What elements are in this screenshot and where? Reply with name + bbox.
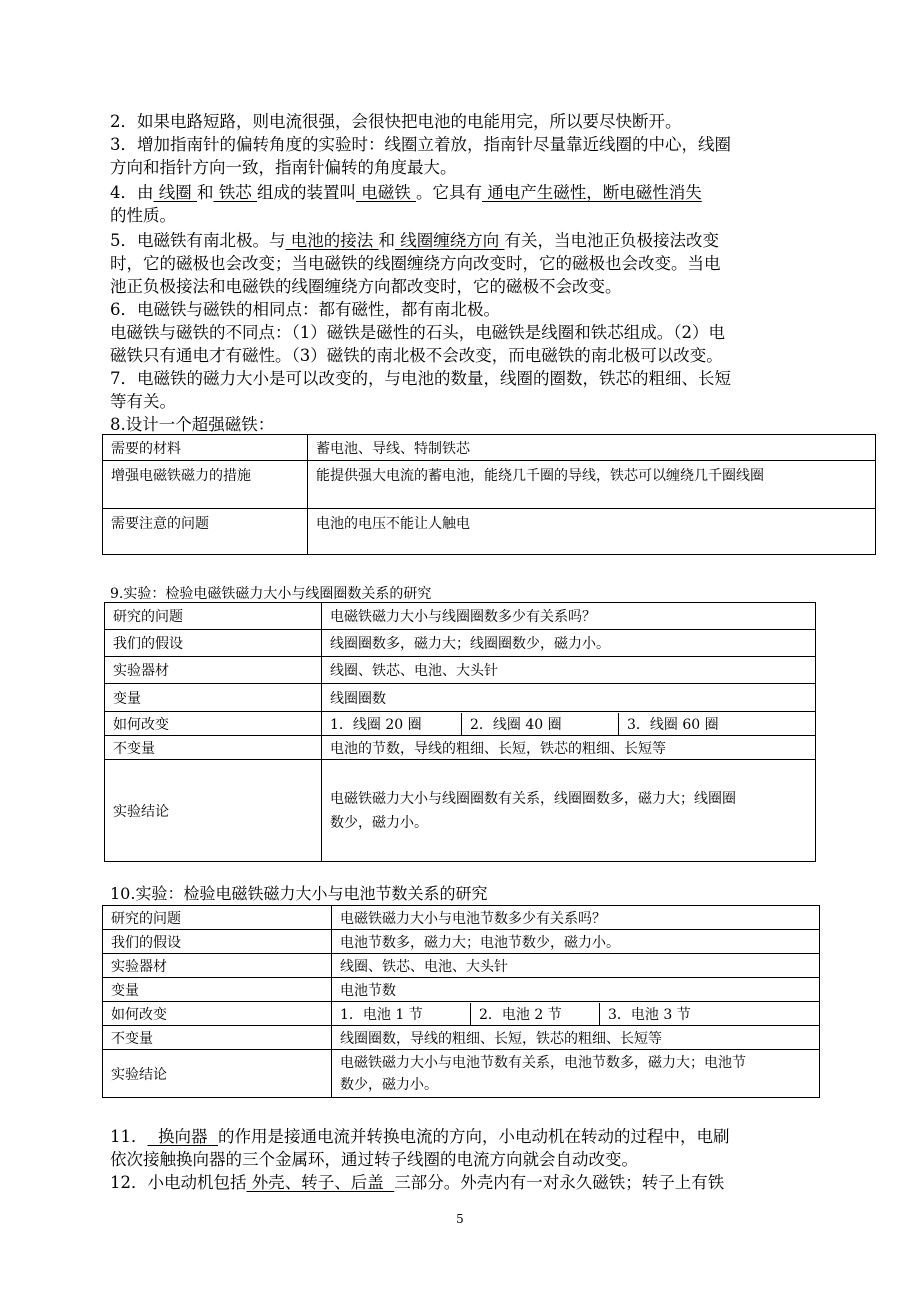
experiment-10-table bbox=[102, 905, 820, 1098]
table-row bbox=[103, 906, 820, 930]
table-label-cell: 研究的问题 bbox=[105, 603, 322, 630]
conclusion-line: 数少，磁力小。 bbox=[330, 814, 428, 831]
experiment-10-caption: 10.实验：检验电磁铁磁力大小与电池节数关系的研究 bbox=[110, 884, 488, 903]
table-value-cell bbox=[332, 1050, 820, 1098]
fill-blank: 换向器 bbox=[147, 1127, 218, 1146]
text: 和 bbox=[378, 231, 395, 250]
table-value-cell bbox=[322, 712, 816, 736]
table-row bbox=[105, 684, 816, 712]
table-value-cell: 线圈、铁芯、电池、大头针 bbox=[332, 954, 820, 978]
table-label-cell: 如何改变 bbox=[105, 712, 322, 736]
conclusion-line: 电磁铁磁力大小与电池节数有关系，电池节数多，磁力大；电池节 bbox=[340, 1054, 746, 1071]
table-row bbox=[103, 461, 876, 509]
text: 组成的装置叫 bbox=[257, 183, 356, 202]
text: 4．由 bbox=[110, 183, 154, 202]
table-label-cell: 不变量 bbox=[103, 1026, 332, 1050]
conclusion-line: 电磁铁磁力大小与线圈圈数有关系，线圈圈数多，磁力大；线圈圈 bbox=[330, 790, 736, 807]
table-value-cell: 蓄电池、导线、特制铁芯 bbox=[308, 435, 876, 461]
table-value-cell: 能提供强大电流的蓄电池，能绕几千圈的导线，铁芯可以缠绕几千圈线圈 bbox=[308, 461, 876, 509]
conclusion-line: 数少，磁力小。 bbox=[340, 1076, 438, 1093]
table-value-cell: 线圈圈数，导线的粗细、长短，铁芯的粗细、长短等 bbox=[332, 1026, 820, 1050]
fill-blank: 外壳、转子、后盖 bbox=[246, 1173, 395, 1192]
page-number: 5 bbox=[456, 1212, 464, 1226]
paragraph-6-line1: 6．电磁铁与磁铁的相同点：都有磁性，都有南北极。 bbox=[110, 300, 500, 319]
table-row bbox=[105, 603, 816, 630]
table-label-cell: 不变量 bbox=[105, 736, 322, 760]
text: 和 bbox=[197, 183, 214, 202]
paragraph-11-line1 bbox=[110, 1125, 812, 1148]
change-option: 3．线圈 60 圈 bbox=[627, 716, 719, 733]
text: 11． bbox=[110, 1127, 148, 1146]
fill-blank: 线圈缠绕方向 bbox=[395, 231, 505, 250]
design-magnet-table bbox=[102, 434, 876, 555]
table-row bbox=[103, 1050, 820, 1098]
paragraph-7-line2: 等有关。 bbox=[110, 392, 176, 411]
paragraph-12-line1 bbox=[110, 1171, 812, 1194]
table-label-cell: 变量 bbox=[105, 684, 322, 712]
fill-blank: 线圈 bbox=[153, 183, 197, 202]
paragraph-3-line1: 3．增加指南针的偏转角度的实验时：线圈立着放，指南针尽量靠近线圈的中心，线圈 bbox=[110, 135, 731, 154]
table-label-cell: 实验结论 bbox=[103, 1050, 332, 1098]
table-row bbox=[105, 712, 816, 736]
paragraph-5-line1 bbox=[110, 229, 812, 252]
paragraph-11-line2: 依次接触换向器的三个金属环，通过转子线圈的电流方向就会自动改变。 bbox=[110, 1150, 638, 1169]
table-value-cell: 线圈圈数 bbox=[322, 684, 816, 712]
paragraph-5-line2: 时，它的磁极也会改变；当电磁铁的线圈缠绕方向改变时，它的磁极也会改变。当电 bbox=[110, 254, 721, 273]
paragraph-6-line2: 电磁铁与磁铁的不同点：（1）磁铁是磁性的石头，电磁铁是线圈和铁芯组成。（2）电 bbox=[110, 323, 725, 342]
change-option: 1．线圈 20 圈 bbox=[322, 713, 462, 735]
table-value-cell bbox=[332, 1002, 820, 1026]
table-row bbox=[105, 630, 816, 657]
table-row bbox=[103, 509, 876, 555]
fill-blank: 电池的接法 bbox=[285, 231, 379, 250]
table-row bbox=[103, 954, 820, 978]
change-option: 3．电池 3 节 bbox=[608, 1006, 691, 1023]
text: 三部分。外壳内有一对永久磁铁；转子上有铁 bbox=[394, 1173, 725, 1192]
table-label-cell: 实验器材 bbox=[105, 657, 322, 684]
paragraph-5-line3: 池正负极接法和电磁铁的线圈缠绕方向都改变时，它的磁极不会改变。 bbox=[110, 277, 622, 296]
paragraph-7-line1: 7．电磁铁的磁力大小是可以改变的，与电池的数量，线圈的圈数，铁芯的粗细、长短 bbox=[110, 369, 731, 388]
table-label-cell: 我们的假设 bbox=[105, 630, 322, 657]
table-label-cell: 需要注意的问题 bbox=[103, 509, 308, 555]
change-option: 1．电池 1 节 bbox=[332, 1003, 471, 1025]
table-value-cell bbox=[322, 760, 816, 862]
text: 。它具有 bbox=[416, 183, 482, 202]
table-value-cell: 电池的电压不能让人触电 bbox=[308, 509, 876, 555]
table-value-cell: 电池节数 bbox=[332, 978, 820, 1002]
table-row bbox=[103, 978, 820, 1002]
table-label-cell: 实验器材 bbox=[103, 954, 332, 978]
table-row bbox=[103, 1002, 820, 1026]
text: 有关，当电池正负极接法改变 bbox=[504, 231, 719, 250]
table-row bbox=[105, 736, 816, 760]
paragraph-8: 8.设计一个超强磁铁： bbox=[110, 415, 275, 434]
table-value-cell: 线圈、铁芯、电池、大头针 bbox=[322, 657, 816, 684]
table-row bbox=[105, 760, 816, 862]
change-option: 2．线圈 40 圈 bbox=[462, 713, 619, 735]
table-row bbox=[103, 435, 876, 461]
table-label-cell: 如何改变 bbox=[103, 1002, 332, 1026]
fill-blank: 电磁铁 bbox=[356, 183, 416, 202]
changes-subtable bbox=[332, 1003, 819, 1025]
table-label-cell: 变量 bbox=[103, 978, 332, 1002]
paragraph-3-line2: 方向和指针方向一致，指南针偏转的角度最大。 bbox=[110, 158, 457, 177]
text: 的作用是接通电流并转换电流的方向，小电动机在转动的过程中，电刷 bbox=[217, 1127, 730, 1146]
table-row bbox=[105, 657, 816, 684]
paragraph-2: 2．如果电路短路，则电流很强，会很快把电池的电能用完，所以要尽快断开。 bbox=[110, 112, 682, 131]
table-label-cell: 增强电磁铁磁力的措施 bbox=[103, 461, 308, 509]
text: 5．电磁铁有南北极。与 bbox=[110, 231, 286, 250]
experiment-9-table bbox=[104, 602, 816, 862]
fill-blank: 铁芯 bbox=[213, 183, 257, 202]
table-value-cell: 线圈圈数多，磁力大；线圈圈数少，磁力小。 bbox=[322, 630, 816, 657]
table-value-cell: 电池节数多，磁力大；电池节数少，磁力小。 bbox=[332, 930, 820, 954]
text: 12．小电动机包括 bbox=[110, 1173, 247, 1192]
paragraph-4-line2: 的性质。 bbox=[110, 206, 176, 225]
fill-blank: 通电产生磁性，断电磁性消失 bbox=[482, 183, 702, 202]
table-row bbox=[103, 930, 820, 954]
table-value-cell: 电池的节数，导线的粗细、长短，铁芯的粗细、长短等 bbox=[322, 736, 816, 760]
table-value-cell: 电磁铁磁力大小与线圈圈数多少有关系吗？ bbox=[322, 603, 816, 630]
table-row bbox=[103, 1026, 820, 1050]
experiment-9-caption: 9.实验：检验电磁铁磁力大小与线圈圈数关系的研究 bbox=[110, 586, 432, 602]
table-value-cell: 电磁铁磁力大小与电池节数多少有关系吗？ bbox=[332, 906, 820, 930]
table-label-cell: 需要的材料 bbox=[103, 435, 308, 461]
table-label-cell: 实验结论 bbox=[105, 760, 322, 862]
paragraph-4-line1 bbox=[110, 181, 812, 204]
table-label-cell: 我们的假设 bbox=[103, 930, 332, 954]
changes-subtable bbox=[322, 713, 815, 735]
paragraph-6-line3: 磁铁只有通电才有磁性。（3）磁铁的南北极不会改变，而电磁铁的南北极可以改变。 bbox=[110, 346, 723, 365]
change-option: 2．电池 2 节 bbox=[471, 1003, 600, 1025]
table-label-cell: 研究的问题 bbox=[103, 906, 332, 930]
